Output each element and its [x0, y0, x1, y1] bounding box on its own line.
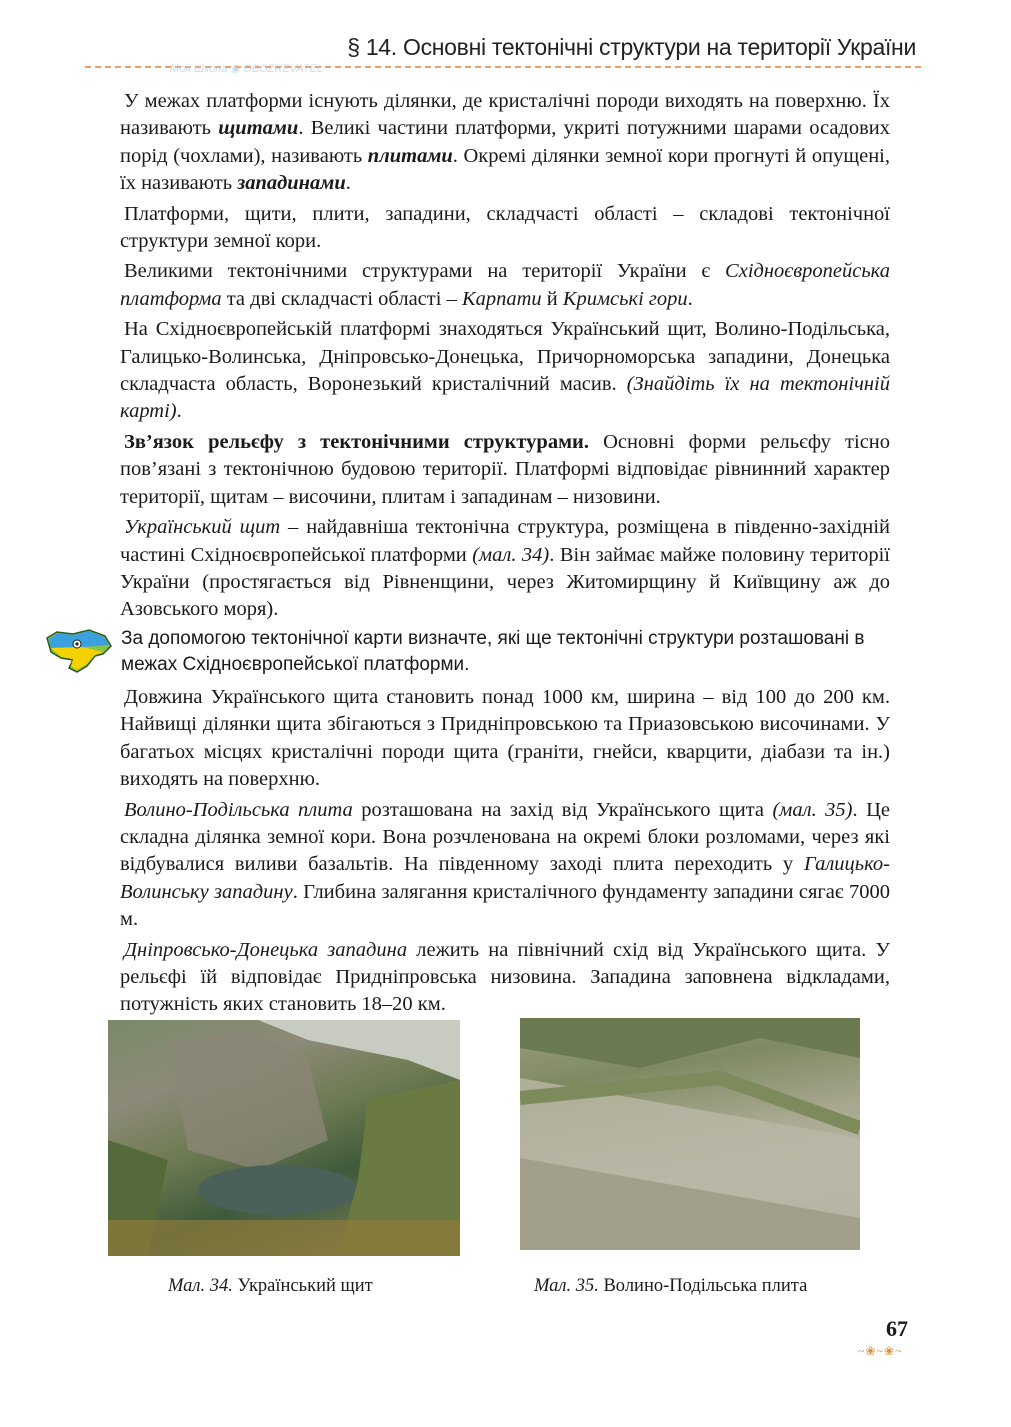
main-text-continued	[120, 684, 890, 1022]
text-segment: лежить на північний схід від Українського щита. У рельєфі їй відповідає Придніпровська низовина. Западина заповнена відкладами, потужність яких становить 18–20 км.	[120, 938, 890, 1016]
watermark: Моя Школа ◉ OBOZREVATEL	[170, 63, 324, 75]
figure-label: Мал. 34.	[168, 1276, 233, 1296]
paragraph	[120, 201, 890, 256]
paragraph	[120, 937, 890, 1019]
text-segment: . Окремі ділянки земної кори прогнуті й опущені, їх називають	[120, 144, 890, 195]
paragraph	[120, 88, 890, 198]
figure-label: Мал. 35.	[534, 1276, 599, 1296]
text-segment: Довжина Українського щита становить понад 1000 км, ширина – від 100 до 200 км. Найвищі ділянки щита збігаються з Придніпровською та Приазовською височинами. У багатьох місцях кристалічні породи щита (граніти, гнейси, кварцити, діабази та ін.) виходять на поверхню.	[120, 686, 890, 791]
text-segment: .	[176, 400, 182, 423]
italic-term: Східноєвропейська платформа	[120, 260, 890, 310]
text-segment: . Великі частини платформи, укриті потужними шарами осадових порід (чохлами), називають	[120, 117, 890, 167]
watermark-text: Моя Школа	[170, 63, 228, 75]
italic-term: Кримські гори	[562, 287, 688, 310]
ukraine-map-icon	[43, 628, 115, 676]
text-segment: . Він займає майже половину території України (простягається від Рівненщини, через Житомирщину й Київщину аж до Азовського моря).	[120, 543, 890, 621]
main-text	[120, 88, 890, 627]
text-segment: У межах платформи існують ділянки, де кристалічні породи виходять на поверхню. Їх називають	[120, 90, 890, 140]
bold-term: Зв’язок рельєфу з тектонічними структурами.	[124, 430, 589, 453]
italic-term: Дніпровсько-Донецька западина	[124, 938, 408, 961]
page-number: 67	[886, 1316, 908, 1341]
watermark-text: OBOZREVATEL	[243, 63, 324, 75]
italic-term: Український щит	[124, 516, 281, 539]
photo-ukrainian-shield	[108, 1020, 460, 1256]
text-segment: На Східноєвропейській платформі знаходяться Український щит, Волино-Подільська, Галицько-Волинська, Дніпровсько-Донецька, Причорноморська западини, Донецька складчаста область, Воронезький кристалічний масив.	[120, 318, 890, 396]
key-term: западинами	[237, 172, 346, 195]
text-segment: розташована на захід від Українського щита	[352, 798, 773, 821]
paragraph	[120, 797, 890, 934]
figure-caption-text: Волино-Подільська плита	[603, 1276, 808, 1296]
key-term: плитами	[367, 144, 453, 167]
task-text: За допомогою тектонічної карти визначте, які ще тектонічні структури розташовані в межах Східноєвропейської платформи.	[121, 628, 865, 675]
text-segment: .	[687, 287, 693, 310]
task-box	[35, 626, 895, 678]
text-segment: Основні форми рельєфу тісно пов’язані з тектонічною будовою території. Платформі відповідає рівнинний характер території, щитам – височини, плитам і западинам – низовини.	[120, 430, 891, 508]
paragraph	[120, 258, 890, 313]
figure-caption-text: Український щит	[237, 1276, 373, 1296]
italic-term: (Знайдіть їх на тектонічній карті)	[120, 373, 890, 423]
paragraph	[120, 429, 890, 511]
text-segment: – найдавніша тектонічна структура, розміщена в південно-західній частині Східноєвропейської платформи	[120, 516, 890, 566]
italic-term: Карпати	[461, 287, 542, 310]
paragraph	[120, 684, 890, 794]
ornament-icon: ~❀~❀~	[858, 1344, 903, 1358]
figure-34-caption	[168, 1276, 373, 1297]
section-title: § 14. Основні тектонічні структури на території України	[347, 34, 916, 60]
photo-volyn-podillia-plate	[520, 1018, 860, 1250]
italic-term: (мал. 35)	[772, 798, 853, 821]
text-segment: та дві складчасті області –	[221, 287, 462, 310]
text-segment: . Це складна ділянка земної кори. Вона розчленована на окремі блоки розломами, через які відбувалися виливи базальтів. На південному заході плита переходить у	[120, 798, 890, 876]
text-segment: й	[541, 287, 563, 310]
text-segment: .	[345, 172, 351, 195]
text-segment: . Глибина залягання кристалічного фундаменту западини сягає 7000 м.	[120, 880, 890, 931]
italic-term: (мал. 34)	[472, 543, 550, 566]
figure-35-caption	[534, 1276, 807, 1297]
text-segment: Великими тектонічними структурами на території України є	[124, 260, 726, 283]
key-term: щитами	[218, 117, 299, 140]
text-segment: Платформи, щити, плити, западини, складчасті області – складові тектонічної структури земної кори.	[120, 202, 890, 253]
italic-term: Волино-Подільська плита	[124, 798, 353, 821]
paragraph	[120, 316, 890, 426]
paragraph	[120, 514, 890, 624]
italic-term: Галицько-Волинську западину	[120, 853, 890, 903]
